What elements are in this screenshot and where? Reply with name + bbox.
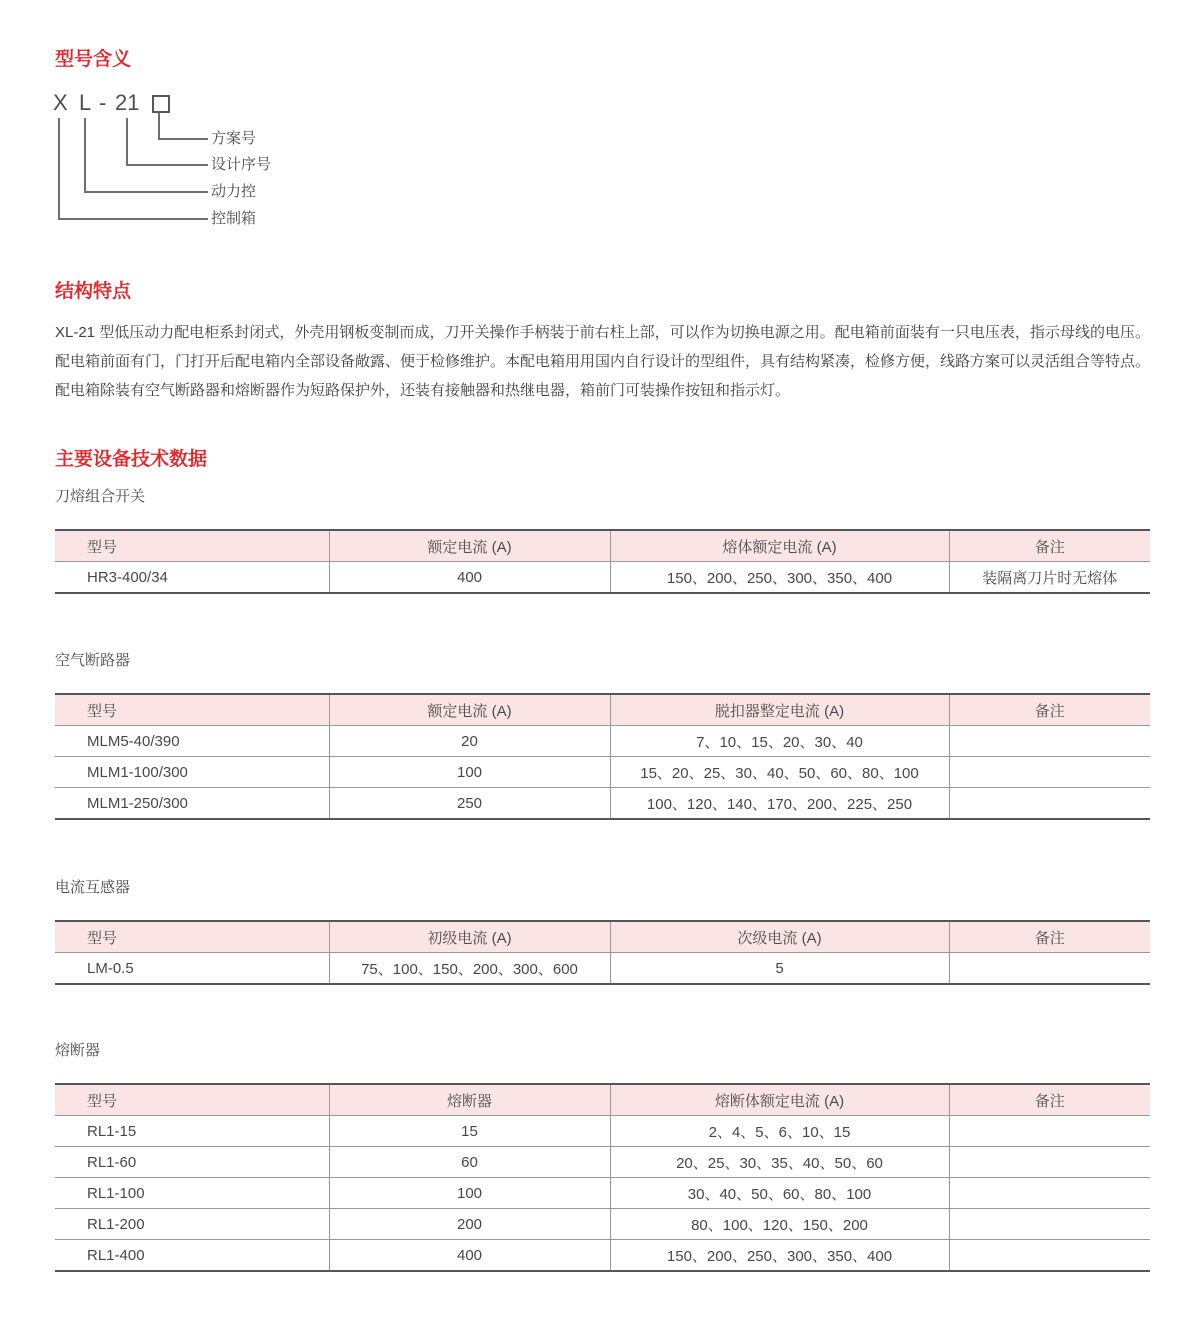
table-header-cell: 次级电流 (A) [610,921,949,953]
table-cell [949,1209,1150,1240]
table-cell: RL1-60 [55,1147,329,1178]
table-cell [949,757,1150,788]
table-row [55,562,1150,594]
table-current-transformer [55,920,1150,985]
table-header-cell: 型号 [55,1084,329,1116]
table-cell: 装隔离刀片时无熔体 [949,562,1150,594]
table-cell: 75、100、150、200、300、600 [329,953,610,985]
table-cell: 20、25、30、35、40、50、60 [610,1147,949,1178]
table-row [55,953,1150,985]
table-cell: 150、200、250、300、350、400 [610,562,949,594]
model-char-l: L [79,90,92,115]
table-row [55,1240,1150,1272]
section-heading-technical-data: 主要设备技术数据 [55,449,208,470]
model-char-21: 21 [115,90,140,115]
table-knife-fuse-switch [55,529,1150,594]
table-cell: 2、4、5、6、10、15 [610,1116,949,1147]
diagram-label-design-serial: 设计序号 [211,156,272,173]
table-header-row [55,530,1150,562]
table-caption-air-circuit-breaker: 空气断路器 [55,652,131,669]
section-heading-structural-features: 结构特点 [55,281,132,302]
model-char-x: X [53,90,68,115]
table-cell: 60 [329,1147,610,1178]
table-row [55,1178,1150,1209]
diagram-label-power-control: 动力控 [211,183,257,200]
table-header-cell: 备注 [949,694,1150,726]
table-cell: MLM1-100/300 [55,757,329,788]
table-header-cell: 额定电流 (A) [329,694,610,726]
table-row [55,726,1150,757]
table-header-cell: 熔断体额定电流 (A) [610,1084,949,1116]
model-number-diagram [55,90,755,240]
table-cell: 200 [329,1209,610,1240]
table-cell: 80、100、120、150、200 [610,1209,949,1240]
table-caption-fuse: 熔断器 [55,1042,101,1059]
table-header-cell: 初级电流 (A) [329,921,610,953]
table-header-cell: 熔体额定电流 (A) [610,530,949,562]
table-cell [949,788,1150,820]
table-cell: RL1-400 [55,1240,329,1272]
table-header-cell: 型号 [55,694,329,726]
table-cell: RL1-100 [55,1178,329,1209]
table-cell: 100、120、140、170、200、225、250 [610,788,949,820]
table-header-cell: 备注 [949,921,1150,953]
table-header-row [55,694,1150,726]
table-header-cell: 额定电流 (A) [329,530,610,562]
table-cell: 100 [329,757,610,788]
table-row [55,1209,1150,1240]
table-cell: MLM1-250/300 [55,788,329,820]
table-cell: MLM5-40/390 [55,726,329,757]
table-header-cell: 型号 [55,530,329,562]
table-cell: 20 [329,726,610,757]
model-char-dash: - [99,90,107,115]
table-caption-knife-fuse-switch: 刀熔组合开关 [55,488,146,505]
table-header-cell: 备注 [949,1084,1150,1116]
table-air-circuit-breaker [55,693,1150,820]
features-paragraph: XL-21 型低压动力配电柜系封闭式，外壳用钢板变制而成，刀开关操作手柄装于前右柱上部，可以作为切换电源之用。配电箱前面装有一只电压表，指示母线的电压。配电箱前面有门，门打开后配电箱内全部设备敞露、便于检修维护。本配电箱用用国内自行设计的型组件，具有结构紧凑，检修方便，线路方案可以灵活组合等特点。配电箱除装有空气断路器和熔断器作为短路保护外，还装有接触器和热继电器，箱前门可装操作按钮和指示灯。 [55,324,1151,399]
table-cell: 400 [329,1240,610,1272]
table-fuse [55,1083,1150,1272]
table-cell: 15、20、25、30、40、50、60、80、100 [610,757,949,788]
table-header-cell: 脱扣器整定电流 (A) [610,694,949,726]
table-cell: LM-0.5 [55,953,329,985]
diagram-label-scheme-number: 方案号 [211,130,257,147]
diagram-label-control-box: 控制箱 [211,210,257,227]
connector-line-control [58,118,208,220]
table-cell: 100 [329,1178,610,1209]
table-cell: 7、10、15、20、30、40 [610,726,949,757]
table-row [55,1116,1150,1147]
table-row [55,757,1150,788]
table-header-row [55,921,1150,953]
table-cell: RL1-15 [55,1116,329,1147]
table-cell [949,726,1150,757]
table-cell: 250 [329,788,610,820]
table-cell [949,1240,1150,1272]
table-header-cell: 熔断器 [329,1084,610,1116]
table-cell: 5 [610,953,949,985]
table-cell [949,1147,1150,1178]
table-cell [949,953,1150,985]
table-cell: 15 [329,1116,610,1147]
table-cell [949,1178,1150,1209]
table-cell [949,1116,1150,1147]
table-row [55,788,1150,820]
table-header-row [55,1084,1150,1116]
table-cell: 400 [329,562,610,594]
scheme-placeholder-box-icon [152,95,170,113]
table-cell: RL1-200 [55,1209,329,1240]
table-cell: 150、200、250、300、350、400 [610,1240,949,1272]
table-header-cell: 备注 [949,530,1150,562]
table-cell: 30、40、50、60、80、100 [610,1178,949,1209]
table-cell: HR3-400/34 [55,562,329,594]
table-header-cell: 型号 [55,921,329,953]
table-row [55,1147,1150,1178]
section-heading-model-meaning: 型号含义 [55,49,132,70]
table-caption-current-transformer: 电流互感器 [55,879,131,896]
